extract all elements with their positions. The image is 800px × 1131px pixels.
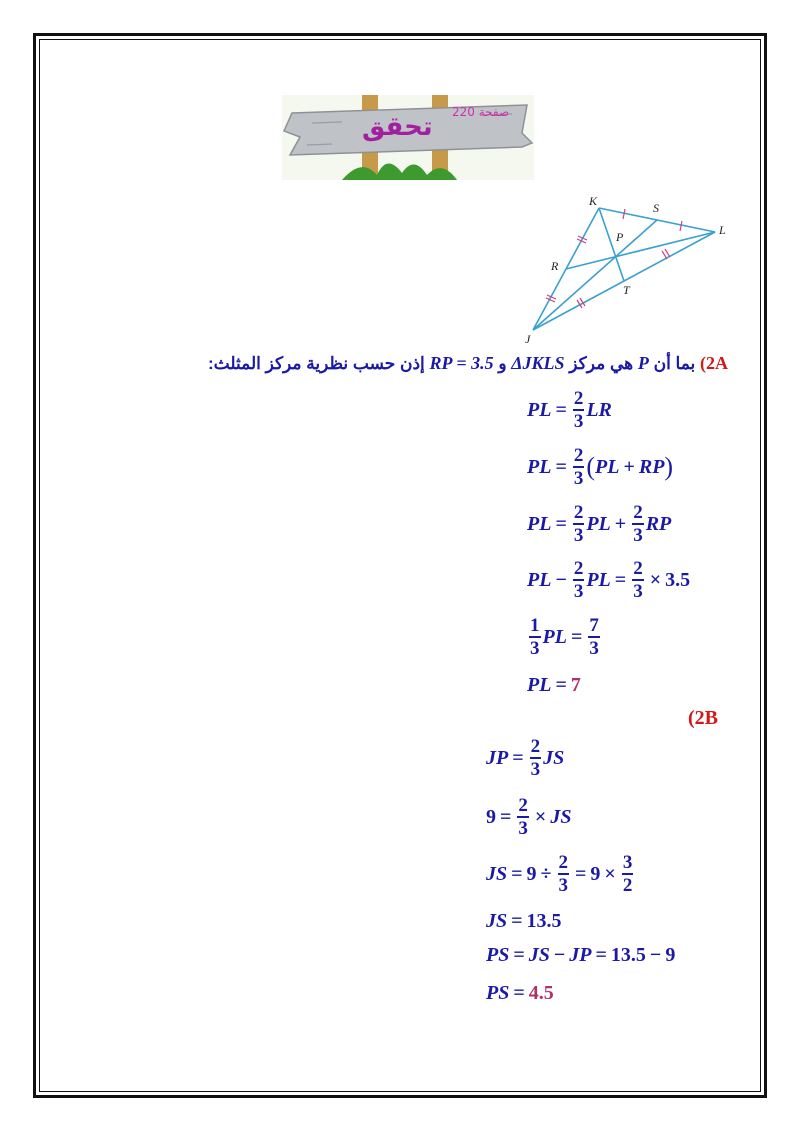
vertex-t: T	[623, 283, 630, 297]
eq-term: JS	[486, 862, 508, 885]
fraction: $\frac{2}{3}$	[633, 558, 643, 602]
eq-term: JS	[528, 944, 550, 966]
statement-text-4: إذن حسب نظرية مركز المثلث:	[208, 354, 425, 373]
triangle-figure	[525, 190, 740, 345]
statement-text-2: هي مركز	[569, 354, 634, 373]
eq-term: PL	[527, 455, 552, 478]
fraction: $\frac{2}{3}$	[633, 502, 643, 546]
eq-term: 9	[526, 862, 537, 885]
statement-var-p: P	[637, 353, 649, 373]
eq-operator: =	[511, 862, 523, 885]
fraction: $\frac{2}{3}$	[573, 502, 584, 546]
paren-close: )	[664, 452, 674, 481]
eq-operator: ×	[604, 862, 616, 885]
eq-operator: =	[555, 398, 567, 421]
vertex-p: P	[616, 230, 624, 244]
fraction: $\frac{3}{2}$	[622, 852, 633, 896]
eq-term: LR	[586, 398, 612, 421]
eq-term: 3.5	[665, 568, 691, 591]
fraction: $\frac{2}{3}$	[573, 558, 584, 602]
eq-2b-4	[486, 910, 562, 933]
answer-2b: 4.5	[528, 982, 554, 1004]
statement-triangle: ΔJKLS	[511, 353, 565, 373]
eq-operator: =	[500, 805, 512, 828]
eq-2a-5	[527, 616, 602, 658]
eq-term: 9	[486, 805, 496, 828]
eq-term: 13.5	[526, 910, 562, 932]
eq-operator: =	[512, 746, 524, 769]
eq-term: JP	[486, 746, 509, 769]
eq-term: JP	[569, 944, 592, 966]
eq-term: JS	[486, 910, 508, 932]
eq-term: PL	[527, 398, 552, 421]
statement-given: RP = 3.5	[429, 353, 494, 373]
eq-term: RP	[645, 512, 672, 535]
eq-operator: =	[555, 455, 567, 478]
vertex-l: L	[719, 223, 726, 237]
eq-2a-2	[527, 446, 673, 488]
eq-2a-4	[527, 559, 690, 601]
fraction: $\frac{2}{3}$	[558, 852, 569, 896]
eq-2b-1	[486, 737, 564, 779]
eq-operator: −	[553, 944, 566, 966]
eq-2b-2	[486, 796, 571, 838]
eq-operator: =	[595, 944, 607, 966]
eq-term: PL	[586, 512, 611, 535]
paren-open: (	[586, 452, 596, 481]
eq-term: PL	[527, 568, 552, 591]
eq-operator: ×	[534, 805, 547, 828]
statement-text-3: و	[498, 354, 507, 373]
eq-2b-3	[486, 853, 635, 895]
fraction: $\frac{1}{3}$	[530, 615, 540, 659]
vertex-r: R	[551, 259, 559, 273]
eq-operator: =	[614, 568, 627, 591]
problem-2a-number: 2A)	[700, 353, 728, 373]
eq-2a-3	[527, 503, 671, 545]
answer-2a: 7	[570, 674, 581, 696]
eq-term: PS	[486, 982, 510, 1004]
eq-operator: ÷	[540, 862, 552, 885]
eq-term: 9	[590, 862, 601, 885]
eq-operator: −	[649, 944, 662, 966]
eq-term: PL	[586, 568, 611, 591]
fraction: $\frac{2}{3}$	[530, 736, 541, 780]
eq-operator: =	[511, 910, 523, 932]
eq-operator: =	[555, 674, 567, 696]
fraction: $\frac{7}{3}$	[589, 615, 599, 659]
eq-term: 9	[665, 944, 676, 966]
statement-text-1: بما أن	[653, 354, 696, 373]
check-sign	[282, 95, 534, 180]
eq-2a-1	[527, 389, 612, 431]
eq-operator: =	[513, 944, 525, 966]
eq-2b-6	[486, 982, 554, 1005]
vertex-s: S	[653, 201, 659, 215]
eq-term: PL	[527, 674, 552, 696]
eq-term: JS	[543, 746, 565, 769]
eq-operator: ×	[649, 568, 662, 591]
eq-operator: +	[623, 455, 635, 478]
vertex-j: J	[525, 332, 531, 345]
eq-operator: =	[555, 512, 567, 535]
eq-operator: −	[555, 568, 567, 591]
problem-2b-number: (2B	[688, 707, 718, 729]
eq-term: PL	[527, 512, 552, 535]
median-js	[533, 220, 657, 330]
eq-term: JS	[550, 805, 572, 828]
eq-operator: =	[575, 862, 587, 885]
eq-operator: =	[513, 982, 525, 1004]
eq-term: 13.5	[610, 944, 646, 966]
eq-term: PL	[542, 625, 567, 648]
page-reference: صفحة 220	[452, 105, 510, 119]
eq-term: RP	[638, 455, 665, 478]
fraction: $\frac{2}{3}$	[573, 388, 584, 432]
eq-term: PL	[595, 455, 620, 478]
triangle-lines	[533, 208, 715, 330]
eq-2b-5	[486, 944, 675, 967]
vertex-k: K	[589, 194, 598, 208]
fraction: $\frac{2}{3}$	[518, 795, 528, 839]
eq-2a-6	[527, 674, 581, 697]
sign-title: تحقق	[362, 112, 433, 142]
median-lr	[566, 232, 715, 269]
eq-operator: +	[614, 512, 627, 535]
eq-operator: =	[570, 625, 583, 648]
eq-term: PS	[486, 944, 510, 966]
fraction: $\frac{2}{3}$	[573, 445, 584, 489]
median-kt	[599, 208, 624, 281]
problem-2a-statement	[208, 353, 728, 374]
